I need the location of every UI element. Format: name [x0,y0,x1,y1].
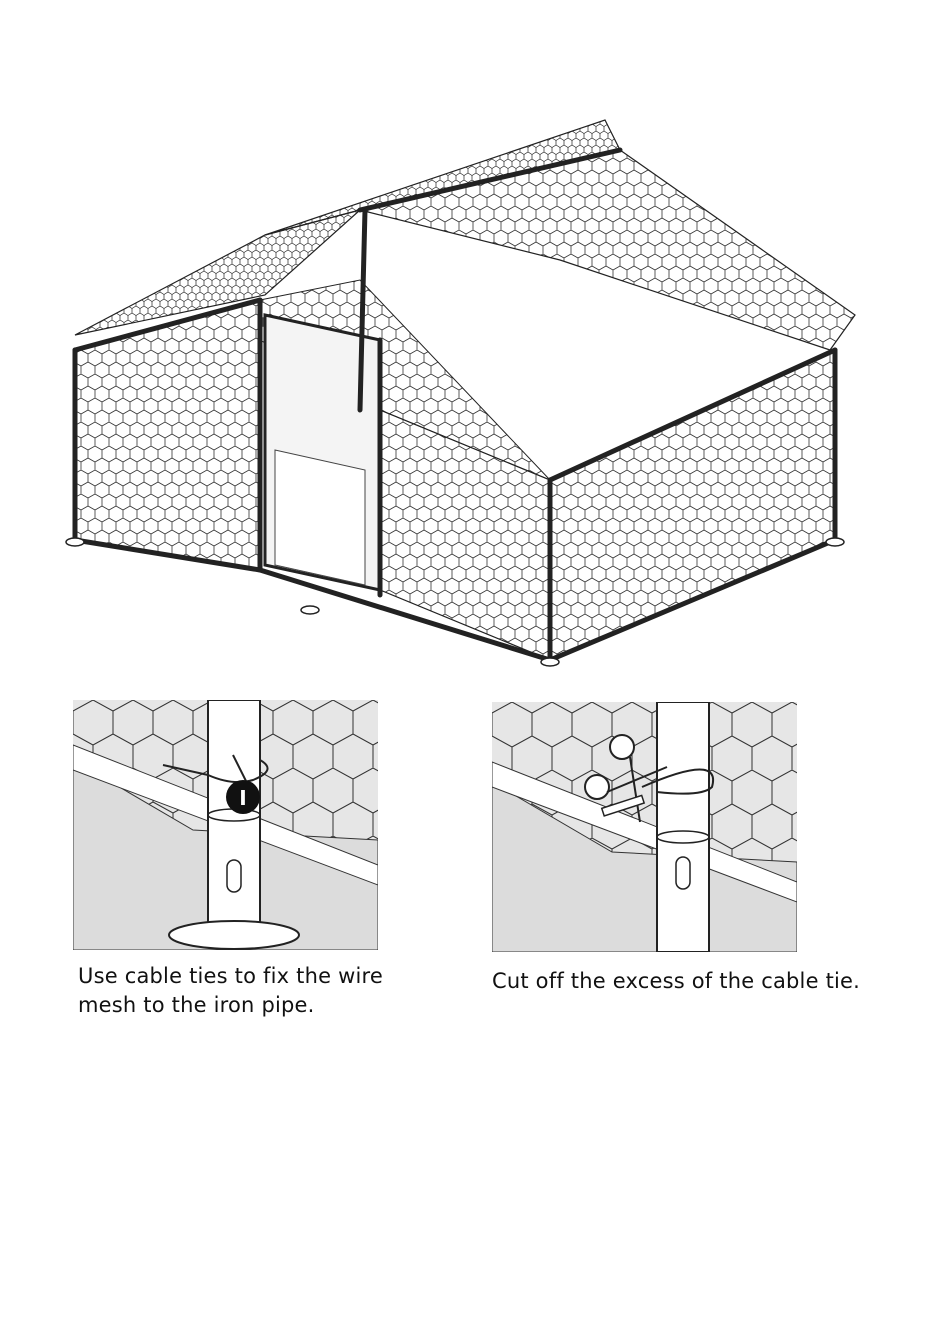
step-marker-badge [226,780,260,814]
cable-tie-detail-illustration [73,700,378,950]
wall-mesh [75,280,835,660]
step-marker-label: I [239,786,247,810]
cut-cable-tie-detail-illustration [492,702,797,952]
roof-mesh [75,120,855,350]
step-2-caption: Cut off the excess of the cable tie. [492,969,861,993]
chicken-coop-illustration [60,110,870,680]
step-1-caption: Use cable ties to fix the wire mesh to the iron pipe. [78,964,384,1017]
